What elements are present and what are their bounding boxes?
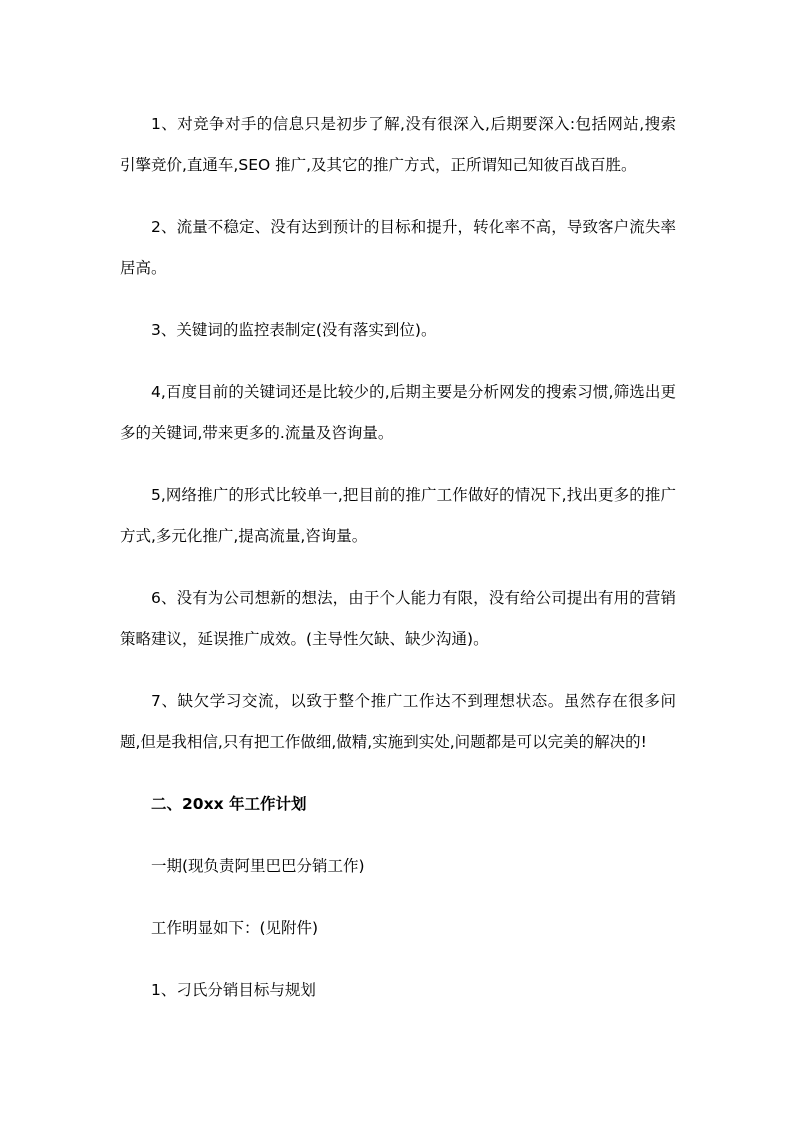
paragraph-gap <box>120 660 676 681</box>
paragraph-gap <box>120 454 676 475</box>
document-body <box>120 104 676 1011</box>
paragraph-gap <box>120 763 676 784</box>
paragraph-gap <box>120 351 676 372</box>
paragraph-promotion-format: 5,网络推广的形式比较单一,把目前的推广工作做好的情况下,找出更多的推广方式,多元化推广,提高流量,咨询量。 <box>120 486 676 545</box>
paragraph-gap <box>120 186 676 207</box>
paragraph-gap <box>120 949 676 970</box>
paragraph-gap <box>120 825 676 846</box>
paragraph-competitor-info: 1、对竞争对手的信息只是初步了解,没有很深入,后期要深入:包括网站,搜索引擎竞价,直通车,SEO 推广,及其它的推广方式，正所谓知己知彼百战百胜。 <box>120 115 676 174</box>
paragraph-new-ideas: 6、没有为公司想新的想法，由于个人能力有限，没有给公司提出有用的营销策略建议，延误推广成效。(主导性欠缺、缺少沟通)。 <box>120 589 676 648</box>
paragraph-gap <box>120 887 676 908</box>
section-heading-work-plan: 二、20xx 年工作计划 <box>151 795 307 813</box>
paragraph-gap <box>120 289 676 310</box>
paragraph-baidu-keywords: 4,百度目前的关键词还是比较少的,后期主要是分析网发的搜索习惯,筛选出更多的关键词,带来更多的.流量及咨询量。 <box>120 383 676 442</box>
paragraph-keyword-monitoring: 3、关键词的监控表制定(没有落实到位)。 <box>151 321 437 339</box>
paragraph-traffic-unstable: 2、流量不稳定、没有达到预计的目标和提升，转化率不高，导致客户流失率居高。 <box>120 218 676 277</box>
paragraph-gap <box>120 557 676 578</box>
paragraph-learning-exchange: 7、缺欠学习交流，以致于整个推广工作达不到理想状态。虽然存在很多问题,但是我相信,只有把工作做细,做精,实施到实处,问题都是可以完美的解决的! <box>120 692 676 751</box>
sub-item-phase-one: 一期(现负责阿里巴巴分销工作) <box>151 857 365 875</box>
sub-item-distribution-goals: 1、刁氏分销目标与规划 <box>151 981 316 999</box>
sub-item-work-details: 工作明显如下：(见附件) <box>151 919 319 937</box>
